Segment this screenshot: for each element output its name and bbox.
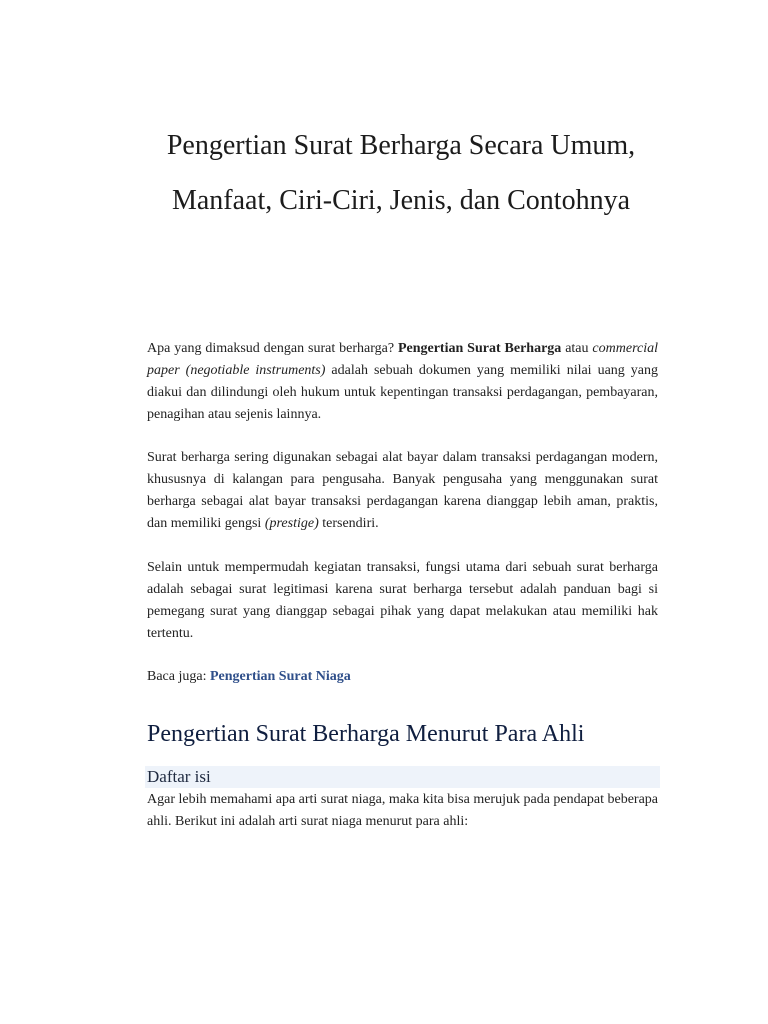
section-heading: Pengertian Surat Berharga Menurut Para Ahli xyxy=(147,721,585,747)
document-title xyxy=(96,118,706,228)
paragraph-connector: atau xyxy=(561,341,593,356)
table-of-contents-toggle[interactable]: Daftar isi xyxy=(145,766,660,788)
paragraph-definition-rest: adalah sebuah dokumen yang memiliki nilai uang yang diakui dan dilindungi oleh hukum untuk kepentingan transaksi perdagangan, pembayaran, penagihan atau sejenis lainnya. xyxy=(147,363,658,422)
paragraph-definition xyxy=(147,338,658,426)
paragraph-experts-intro: Agar lebih memahami apa arti surat niaga, maka kita bisa merujuk pada pendapat beberapa ahli. Berikut ini adalah arti surat niaga menurut para ahli: xyxy=(147,792,658,829)
paragraph-intro: Apa yang dimaksud dengan surat berharga? xyxy=(147,341,398,356)
read-also-label: Baca juga: xyxy=(147,669,210,684)
read-also xyxy=(147,666,658,688)
term-surat-berharga: Pengertian Surat Berharga xyxy=(397,341,562,356)
term-prestige: (prestige) xyxy=(264,516,319,531)
title-line-1: Pengertian Surat Berharga Secara Umum, xyxy=(166,130,636,161)
title-line-2: Manfaat, Ciri-Ciri, Jenis, dan Contohnya xyxy=(171,185,631,216)
paragraph-usage-end: tersendiri. xyxy=(318,516,379,531)
paragraph-usage xyxy=(147,447,658,535)
paragraph-function: Selain untuk mempermudah kegiatan transaksi, fungsi utama dari sebuah surat berharga adalah sebagai surat legitimasi karena surat berharga tersebut adalah panduan bagi si pemegang surat yang dianggap sebagai pihak yang dapat melakukan atau memiliki hak tertentu. xyxy=(147,560,658,641)
term-commercial-paper: commercial paper (negotiable instruments) xyxy=(147,341,658,378)
paragraph-usage-text: Surat berharga sering digunakan sebagai alat bayar dalam transaksi perdagangan modern, khususnya di kalangan para pengusaha. Banyak pengusaha yang menggunakan surat berharga sebagai alat bayar transaksi perdagangan karena dianggap lebih aman, praktis, dan memiliki gengsi xyxy=(147,450,658,531)
read-also-link[interactable]: Pengertian Surat Niaga xyxy=(209,669,351,684)
